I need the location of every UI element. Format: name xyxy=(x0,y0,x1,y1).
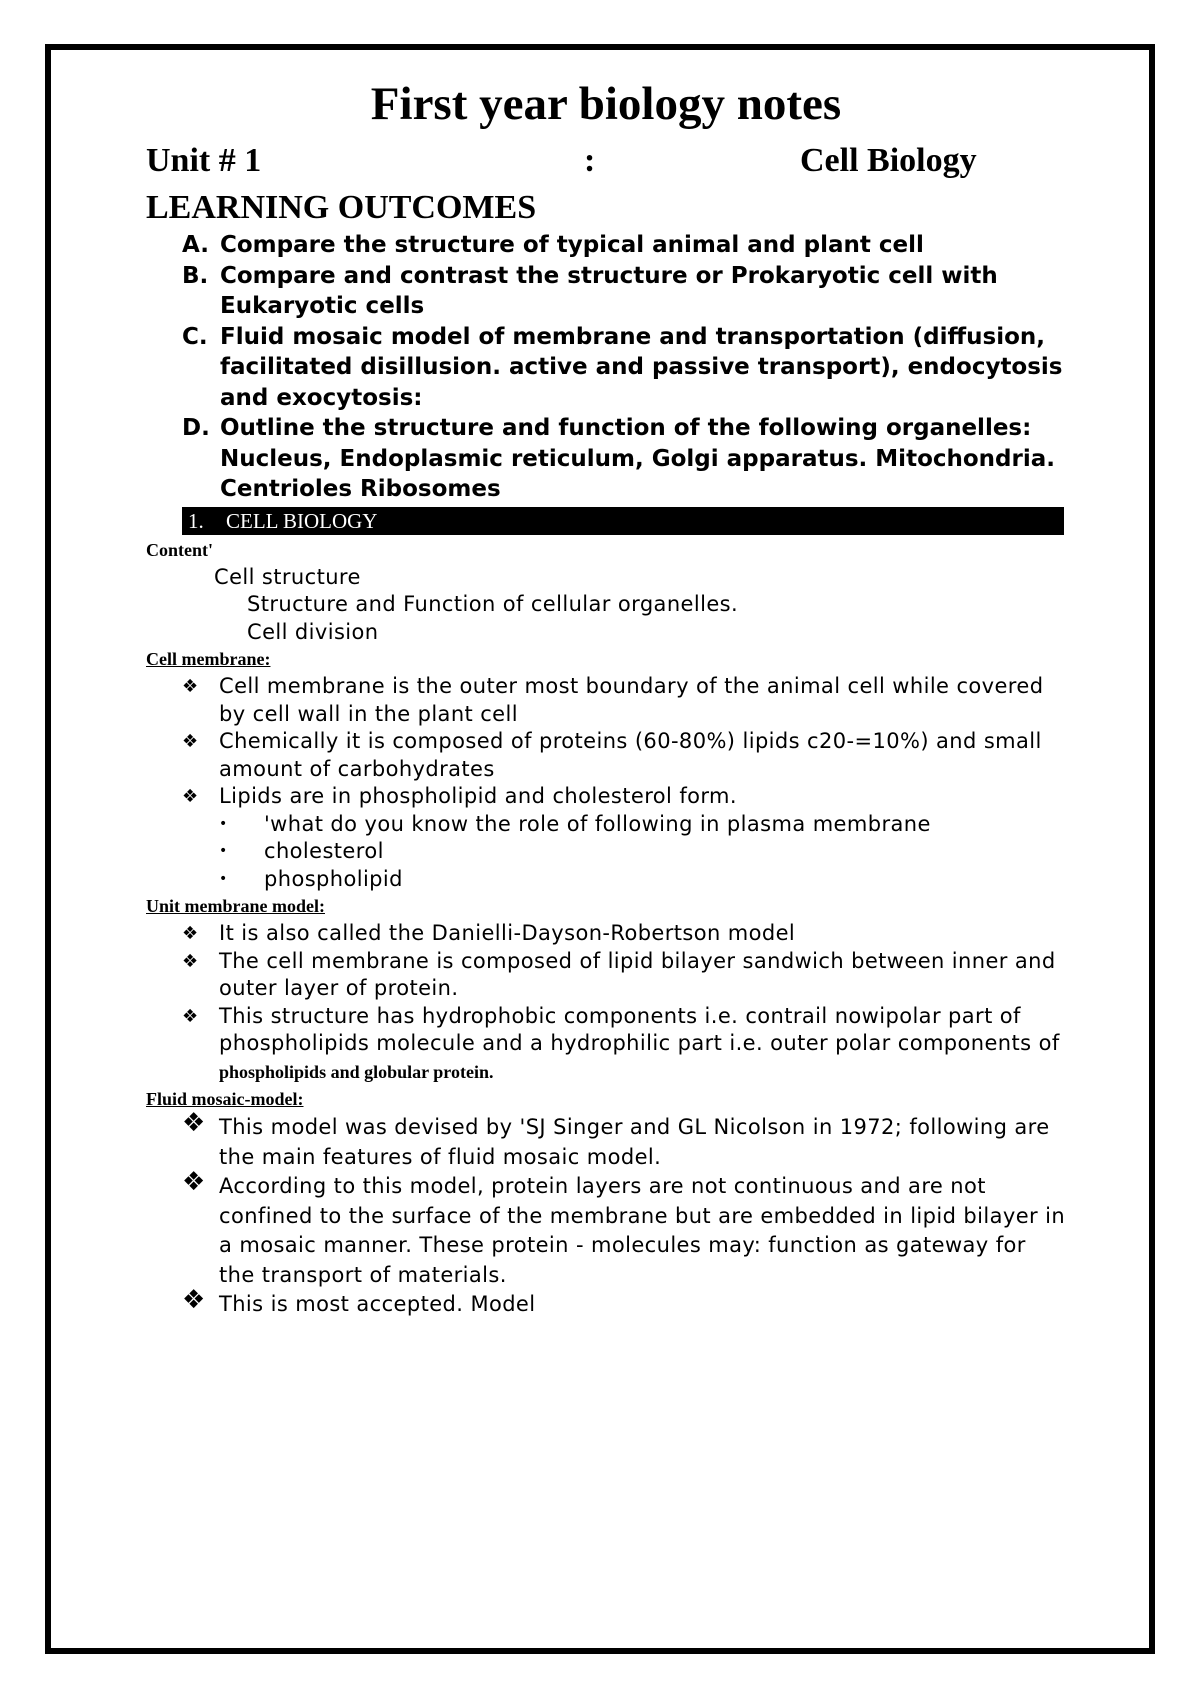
diamond-bullet-icon: ❖ xyxy=(182,731,199,752)
list-item: • cholesterol xyxy=(146,838,1066,866)
outcomes-list xyxy=(146,230,1066,505)
unit-membrane-list xyxy=(146,920,1066,1086)
diamond-bullet-icon: ❖ xyxy=(182,676,199,697)
diamond-bullet-icon: ❖ xyxy=(182,786,199,807)
section-number: 1. xyxy=(188,508,204,533)
diamond-bullet-icon: ❖ xyxy=(182,1005,199,1027)
section-heading-bar xyxy=(182,507,1064,535)
outcome-item: A. Compare the structure of typical animal and plant cell xyxy=(182,232,924,258)
section-title: CELL BIOLOGY xyxy=(226,508,378,533)
unit-colon: : xyxy=(584,142,596,179)
fluid-mosaic-list xyxy=(146,1108,1066,1320)
fluid-mosaic-heading: Fluid mosaic-model: xyxy=(146,1089,304,1109)
unit-title: Cell Biology xyxy=(800,142,977,179)
diamond-bullet-icon: ❖ xyxy=(182,1108,206,1138)
outcome-item: B. Compare and contrast the structure or Prokaryotic cell with Eukaryotic cells xyxy=(182,262,998,319)
diamond-bullet-icon: ❖ xyxy=(182,923,199,944)
learning-outcomes-heading: LEARNING OUTCOMES xyxy=(146,189,537,226)
dot-bullet-icon: • xyxy=(219,815,228,832)
list-item: ❖ Cell membrane is the outer most boundary of the animal cell while covered by cell wall in the plant cell xyxy=(182,674,1044,726)
cell-membrane-heading: Cell membrane: xyxy=(146,649,271,669)
content-item: Cell division xyxy=(247,619,379,644)
unit-number: Unit # 1 xyxy=(146,142,262,179)
list-item: ❖ The cell membrane is composed of lipid bilayer sandwich between inner and outer layer of protein. xyxy=(182,948,1056,1000)
list-item: • phospholipid xyxy=(146,866,1066,894)
document-title: First year biology notes xyxy=(370,78,842,130)
list-item: • 'what do you know the role of following in plasma membrane xyxy=(146,811,1066,839)
dot-bullet-icon: • xyxy=(219,870,228,887)
unit-line xyxy=(146,136,1066,186)
list-item: ❖ It is also called the Danielli-Dayson-Robertson model xyxy=(146,920,1066,948)
document-body xyxy=(146,72,1066,1320)
outcome-item: D. Outline the structure and function of the following organelles: Nucleus, Endoplasmic reticulum, Golgi apparatus. Mitochondria. Centrioles Ribosomes xyxy=(182,415,1055,502)
diamond-bullet-icon: ❖ xyxy=(182,1285,206,1315)
outcome-item: C. Fluid mosaic model of membrane and transportation (diffusion, facilitated disillusion. active and passive transport), endocytosis and exocytosis: xyxy=(182,323,1063,411)
content-item: Structure and Function of cellular organelles. xyxy=(247,592,739,616)
content-item: Cell structure xyxy=(214,564,361,589)
diamond-bullet-icon: ❖ xyxy=(182,1167,206,1197)
list-item: ❖ This model was devised by 'SJ Singer and GL Nicolson in 1972; following are the main features of fluid mosaic model. xyxy=(182,1108,1050,1169)
cell-membrane-list xyxy=(146,673,1066,893)
list-item: ❖ Chemically it is composed of proteins (60-80%) lipids c20-=10%) and small amount of carbohydrates xyxy=(182,729,1042,781)
unit-membrane-heading: Unit membrane model: xyxy=(146,896,325,916)
list-item: ❖ According to this model, protein layers are not continuous and are not confined to the surface of the membrane but are embedded in lipid bilayer in a mosaic manner. These protein - molecules may: function as gateway for the transport of materials. xyxy=(182,1167,1066,1287)
content-label: Content' xyxy=(146,539,213,560)
list-item: ❖ This structure has hydrophobic components i.e. contrail nowipolar part of phospholipids molecule and a hydrophilic part i.e. outer polar components of phospholipids and globular protein. xyxy=(182,1003,1060,1082)
dot-bullet-icon: • xyxy=(219,843,228,859)
diamond-bullet-icon: ❖ xyxy=(182,950,199,972)
list-item: ❖ This is most accepted. Model xyxy=(182,1285,536,1316)
list-item: ❖ Lipids are in phospholipid and cholesterol form. xyxy=(146,783,1066,811)
